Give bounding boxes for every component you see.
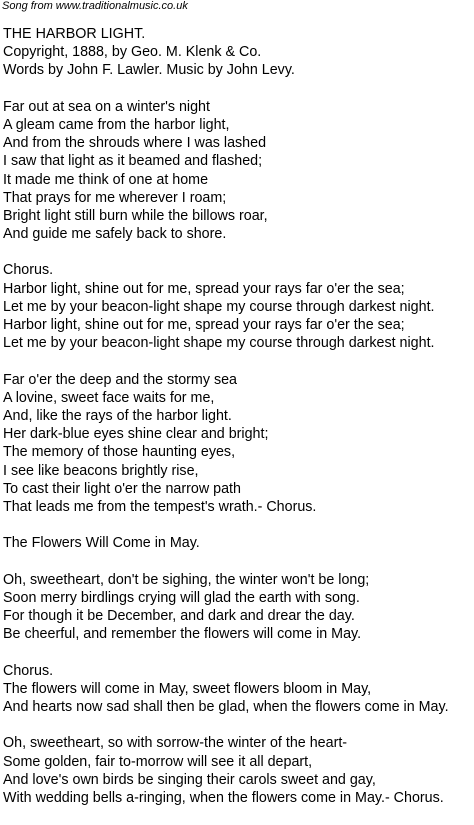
lyric-line: That prays for me wherever I roam; bbox=[3, 189, 227, 206]
lyric-line: For though it be December, and dark and drear the day. bbox=[3, 608, 355, 624]
lyrics-block bbox=[3, 734, 449, 807]
lyric-line: It made me think of one at home bbox=[3, 171, 209, 188]
lyric-line: Be cheerful, and remember the flowers will come in May. bbox=[3, 626, 362, 643]
lyrics-block bbox=[3, 25, 449, 80]
lyric-line: Let me by your beacon-light shape my course through darkest night. bbox=[3, 335, 435, 352]
lyric-line: The Flowers Will Come in May. bbox=[3, 535, 200, 552]
lyric-line: Some golden, fair to-morrow will see it all depart, bbox=[3, 753, 313, 770]
lyric-line: Oh, sweetheart, so with sorrow-the winter of the heart- bbox=[3, 735, 348, 752]
lyric-line: Chorus. bbox=[3, 662, 54, 679]
lyric-line: And guide me safely back to shore. bbox=[3, 226, 227, 243]
lyric-line: Bright light still burn while the billows roar, bbox=[3, 207, 268, 224]
lyric-line: I saw that light as it beamed and flashed; bbox=[3, 153, 263, 170]
lyrics-block bbox=[3, 371, 449, 517]
lyric-line: Harbor light, shine out for me, spread your rays far o'er the sea; bbox=[3, 317, 405, 333]
lyrics-block bbox=[3, 534, 449, 552]
lyrics-text bbox=[3, 25, 449, 825]
lyric-line: And from the shrouds where I was lashed bbox=[3, 135, 267, 152]
lyric-line: Chorus. bbox=[3, 262, 54, 279]
lyrics-block bbox=[3, 98, 449, 244]
lyric-line: And, like the rays of the harbor light. bbox=[3, 407, 232, 424]
lyric-line: Far o'er the deep and the stormy sea bbox=[3, 371, 237, 388]
lyric-line: That leads me from the tempest's wrath.- Chorus. bbox=[3, 498, 317, 515]
lyric-line: Far out at sea on a winter's night bbox=[3, 98, 210, 115]
lyric-line: And love's own birds be singing their carols sweet and gay, bbox=[3, 771, 376, 788]
lyric-line: Oh, sweetheart, don't be sighing, the winter won't be long; bbox=[3, 571, 370, 588]
source-note: Song from www.traditionalmusic.co.uk bbox=[2, 0, 188, 12]
lyrics-block bbox=[3, 662, 449, 717]
lyric-line: Let me by your beacon-light shape my course through darkest night. bbox=[3, 298, 435, 315]
lyric-line: Harbor light, shine out for me, spread your rays far o'er the sea; bbox=[3, 280, 405, 297]
lyric-line: The memory of those haunting eyes, bbox=[3, 444, 236, 461]
lyric-line: Soon merry birdlings crying will glad the earth with song. bbox=[3, 589, 360, 606]
lyric-line: A gleam came from the harbor light, bbox=[3, 116, 230, 133]
lyric-line: A lovine, sweet face waits for me, bbox=[3, 389, 215, 406]
lyric-line: Words by John F. Lawler. Music by John Levy. bbox=[3, 62, 295, 79]
lyrics-block bbox=[3, 571, 449, 644]
lyric-line: I see like beacons brightly rise, bbox=[3, 462, 199, 479]
lyric-line: THE HARBOR LIGHT. bbox=[3, 26, 146, 42]
lyric-line: To cast their light o'er the narrow path bbox=[3, 480, 241, 497]
lyric-line: Copyright, 1888, by Geo. M. Klenk & Co. bbox=[3, 44, 262, 61]
lyric-line: Her dark-blue eyes shine clear and bright; bbox=[3, 426, 269, 443]
lyric-line: The flowers will come in May, sweet flowers bloom in May, bbox=[3, 680, 372, 697]
lyric-line: With wedding bells a-ringing, when the flowers come in May.- Chorus. bbox=[3, 789, 444, 806]
lyrics-block bbox=[3, 261, 449, 352]
lyric-line: And hearts now sad shall then be glad, when the flowers come in May. bbox=[3, 698, 449, 715]
